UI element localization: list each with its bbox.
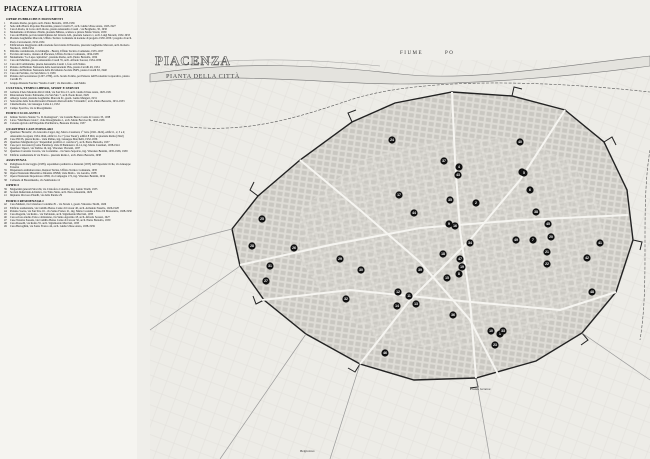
legend-entry-number: 44: [4, 209, 7, 213]
legend-entry-number: 10: [4, 56, 7, 60]
legend-entry-text: Società Industriale Adriatica, via Trino Sinta, arch. Piero Antonzini, 1929: [10, 190, 93, 194]
legend-entry-number: 35: [4, 169, 7, 173]
map-marker-number: 49: [514, 238, 518, 243]
map-marker-number: 2: [475, 201, 477, 206]
map-marker: [262, 277, 269, 284]
map-marker: [520, 169, 527, 176]
legend-entry-text: Albergo Grand, piazzale Guglielmo Marconi 61, geom. Guido Mangeri, 1931: [10, 97, 97, 101]
map-marker: [451, 222, 458, 229]
map-marker-number: 47: [458, 257, 462, 262]
legend-panel: [0, 0, 138, 459]
legend-entry-text: Sede della Banca Popolare Piacentina, piazza Cavalli 27, arch. Giulio Ulisse Arata, 1925-1927: [10, 24, 116, 28]
map-marker: [491, 341, 498, 348]
city-map: [137, 0, 650, 459]
legend-entry-number: 15: [4, 72, 7, 76]
legend-entry-number: 26: [4, 122, 7, 126]
map-marker: [516, 138, 523, 145]
legend-section: [4, 158, 135, 182]
map-marker: [543, 260, 550, 267]
legend-entry-number: 3: [4, 27, 6, 31]
legend-section-title: ASSISTENZA: [6, 158, 27, 163]
legend-entry-number: 45: [4, 212, 7, 216]
legend-entry: [4, 107, 135, 110]
legend-entry-text: Casa ed uso studio d'arte e abitazione, via Santo Agostino 18, arch. Alfredo Soressi, 1927: [10, 215, 110, 219]
legend-entry-text: Galleria d'Arte Moderna Ricci Oddi, via San Siro 13, arch. Giulio Ulisse Arata, 1925-1931: [10, 90, 112, 94]
legend-entry-number: 46: [4, 215, 7, 219]
legend-entry: [4, 194, 135, 197]
map-marker-number: 37: [442, 159, 446, 164]
map-marker: [412, 300, 419, 307]
map-marker: [588, 288, 595, 295]
map-marker-number: 1: [499, 332, 501, 337]
map-marker: [439, 250, 446, 257]
map-marker: [405, 292, 412, 299]
legend-entry: [4, 82, 135, 85]
legend-entry-text: Casa del Balilla, poi Giovanni Italiana del Littorio GIL, piazzale Genova 1, arch. Luigi Moretti, 1932-1933: [10, 34, 130, 38]
legend-entry: [4, 225, 135, 228]
map-marker-number: 38: [534, 210, 538, 215]
map-marker-number: 19: [460, 265, 464, 270]
legend-entry-text: Istituto Tecnico Statale "G. D. Romagnosi", via Castello Busco Conte di Caravo 35, 1938: [10, 115, 111, 119]
legend-entry-text: Palazzo dell'Istituto Nazionale della Previdenza Sociale INPS, piazza Cavalli 63, 1940: [10, 68, 107, 72]
legend-entry-text: Casa Rogerni, via Roma - via Tarbleiale, arch. Sigismondo Marviati, 1935: [10, 212, 94, 216]
map-marker-number: 28: [250, 244, 254, 249]
legend-entry-number: 27: [4, 131, 7, 135]
legend-entry-number: 34: [4, 162, 7, 166]
map-subtitle: PIANTA DELLA CITTÀ: [166, 73, 240, 80]
legend-entry-text: Monumento al Pontiere d'Italia, piazzale Milano, scultore e pittore Mario Sironi, 1939: [10, 31, 107, 35]
legend-entry-number: 13: [4, 65, 7, 69]
legend-entry-number: 33: [4, 153, 7, 157]
legend-entry-number: 47: [4, 219, 7, 223]
map-marker-number: 26: [292, 246, 296, 251]
legend-entry-number: 9: [4, 53, 6, 57]
legend-entry-number: 43: [4, 206, 7, 210]
legend-entry-text: Campo Sportivo, via le Risorgimento: [10, 106, 52, 110]
map-marker: [357, 266, 364, 273]
map-marker: [543, 248, 550, 255]
legend-entry-text: Casa del Soldato, via San Marco 3, 1936: [10, 72, 56, 76]
legend-entry-text: Edificio residenziale, via Camillo Benso Conte di Cavour 40, arch. Armando Nasello, 1926-1928: [10, 206, 119, 210]
map-marker-number: 4: [458, 165, 460, 170]
legend-entry-number: 19: [4, 93, 7, 97]
map-marker-number: 21: [545, 250, 549, 255]
legend-section-title: CULTURA, TEMPO LIBERO, SPORT E SERVIZI: [6, 86, 80, 91]
legend-entry-number: 32: [4, 150, 7, 154]
map-marker-number: 12: [396, 290, 400, 295]
map-marker: [416, 266, 423, 273]
map-marker-number: 35: [448, 198, 452, 203]
legend-section: [4, 86, 135, 110]
legend-entry-text: Magazzini generali Stracchi, via Cristoforo Colombo, ing. Guido Tirelli, 1935: [10, 187, 98, 191]
legend-entry-text: Case INCIS, piazza Roma - viale Pathus, ing. Giuseppe Marchelli, 1932-1936: [10, 137, 98, 141]
legend-entry-text: Opera Nazionale Dopolavoro OND, via Campagna 172, ing. Vincenzo Bernini, 1934: [10, 175, 106, 179]
legend-entry-number: 20: [4, 97, 7, 101]
legend-entry-text: Riforme condutturale, in Ghinaglia - Brenti, Uffizio Tecnico Comunale, 1935-1937: [10, 50, 104, 53]
map-marker-number: 33: [501, 329, 505, 334]
map-marker-number: 9: [448, 222, 450, 227]
legend-entry-text: Sala terme delle Zona Ricreativa Piazzetta Retrodi della "Cittadella", arch. Pietro Berzolla, 1931-1933: [10, 100, 125, 104]
map-marker: [499, 327, 506, 337]
map-marker: [456, 255, 463, 262]
map-marker: [410, 209, 417, 216]
map-marker-number: 23: [493, 343, 497, 348]
legend-entry-text: Casa del Combattente, piazza Alessandro Casali 1, foto arch Tenisa: [10, 62, 86, 66]
legend-entry-text: Gruppo Rionale Fascista "Sandro Conti", via Revestita - stati Malta: [10, 81, 86, 85]
map-marker-number: 42: [585, 256, 589, 261]
map-marker: [395, 191, 402, 198]
river-label: FIUME: [400, 51, 424, 56]
legend-entry-number: 18: [4, 90, 7, 94]
map-marker-number: 15: [445, 276, 449, 281]
legend-section: [4, 111, 135, 125]
map-marker: [458, 263, 465, 270]
map-marker: [544, 220, 551, 227]
legend-entry: [4, 179, 135, 182]
legend-entry-text: Colonia agricola dell'Ospedale Psichiatrico, Bussone Portone, 1937: [10, 122, 86, 126]
legend-entry-number: 21: [4, 100, 7, 104]
legend-sections: [4, 17, 135, 229]
map-marker-number: 39: [418, 268, 422, 273]
legend-entry-number: 2: [4, 24, 6, 28]
legend-entry-text: Edificazione maggiorata della stazione ferroviaria di Piacenza, piazzale Guglielmo Marconi, arch. Roberto Narducci, 1929-1934: [10, 43, 130, 50]
legend-section-title: QUARTIERI CASE POPOLARI: [6, 126, 53, 131]
map-marker-number: 17: [397, 193, 401, 198]
map-marker: [583, 254, 590, 261]
map-marker-number: 18: [441, 252, 445, 257]
legend-entry-text: Piazzale Roma, progetto arch. Pietro Berzolla, 1933-1936: [10, 21, 75, 25]
legend-entry-number: 6: [4, 37, 6, 41]
map-marker: [454, 171, 461, 178]
legend-section-title: OPIFICI: [6, 183, 19, 188]
map-marker: [290, 244, 297, 251]
legend-entry-text: Casa del Mutilato, piazza Alessandro Casali 35, arch. Alfredo Soressi, 1934-1936: [10, 59, 102, 63]
map-marker-number: 31: [268, 264, 272, 269]
map-marker-number: 46: [383, 351, 387, 356]
map-marker: [258, 215, 265, 222]
legend-entry-number: 40: [4, 190, 7, 194]
legend-entry-number: 7: [4, 43, 6, 47]
legend-section: [4, 183, 135, 197]
map-marker: [342, 295, 349, 302]
place-label-piazza: Piazza Genova: [470, 387, 491, 391]
map-marker: [512, 236, 519, 243]
map-marker-number: 20: [549, 235, 553, 240]
map-marker-number: 5: [523, 171, 525, 176]
map-marker-number: 36: [451, 313, 455, 318]
map-marker-number: 7: [532, 238, 534, 243]
legend-entry: [4, 154, 135, 157]
legend-section-title: EDIFICI RESIDENZIALI: [6, 198, 44, 203]
legend-entry-number: 48: [4, 222, 7, 226]
legend-section: [4, 199, 135, 229]
legend-entry-number: 37: [4, 175, 7, 179]
legend-entry-number: 30: [4, 144, 7, 148]
legend-entry-number: 14: [4, 68, 7, 72]
map-marker: [596, 239, 603, 246]
map-canvas: [137, 0, 650, 459]
map-marker: [266, 262, 273, 269]
map-marker: [388, 136, 395, 143]
legend-entry-number: 8: [4, 50, 6, 53]
legend-entry: [4, 122, 135, 125]
legend-entry-text: Casa Barroghini, via Santo Franco 44, arch. Giulio Ulisse Arata, 1938-1939: [10, 225, 95, 229]
legend-entry-number: 42: [4, 203, 7, 207]
legend-entry-text: Case per i lavoratori (Come Fanabioi), viale II Piantaterra 12-14, ing. Mario Cassinari, 1938-1941: [10, 144, 120, 148]
legend-entry-number: 38: [4, 178, 7, 182]
legend-entry-text: Facciata del teatro, ristauro di Piacenza, Uffizio Tecnico Comunale, 1934-1938: [10, 53, 99, 57]
map-marker-number: 14: [395, 304, 399, 309]
place-label-belgioioso: Belgioioso: [300, 449, 315, 453]
map-marker: [547, 233, 554, 240]
map-marker-number: 29: [338, 257, 342, 262]
map-marker: [446, 196, 453, 203]
map-marker-number: 43: [456, 173, 460, 178]
legend-entry-number: 1: [4, 21, 6, 25]
legend-entry-number: 25: [4, 119, 7, 122]
map-marker: [466, 239, 473, 246]
legend-entry-text: Quartiere Corrente Crescio, via Costantino - via Sesto Sepolcro, ing. Vincenzo Bernini, 1935-1936, 1939: [10, 150, 128, 154]
map-title: PIACENZA: [155, 53, 231, 68]
map-marker: [381, 349, 388, 356]
legend-entry-number: 39: [4, 187, 7, 191]
map-marker: [336, 255, 343, 262]
legend-entry-number: 31: [4, 147, 7, 151]
map-marker-number: 45: [546, 222, 550, 227]
legend-entry-text: Cinema Roma, via Giuseppe Calza 41, 1932: [10, 103, 60, 107]
legend-entry-text: Monumento "Le Lupa capitolina", piazzale Roma, arch. Pietro Berzolla, 1934: [10, 56, 98, 60]
legend-entry-number: 28: [4, 137, 7, 141]
map-marker: [472, 199, 479, 206]
map-marker-number: 27: [264, 279, 268, 284]
legend-entry-text: Collaudo di Brossimendo, via Sambalona 12: [10, 178, 61, 182]
legend-title: PIACENZA LITTORIA: [4, 5, 83, 13]
legend-entry-text: Quartiere 'Borsella', via Giacomo Cappi, ing. Marco Cassinari, 1° lotto (1921-1924), edifici 1, 2, 3 e 4; Alessandro Gorgoni, 1934-1944, edifici n. 6 e 7 (case 'Inoui'), edifici 8 illin; su piazzale Roma (1942): [10, 131, 125, 138]
map-marker-number: 48: [590, 290, 594, 295]
legend-entry-text: Palazzo dell'Istituto Nazionale delle Assicurazioni INA, piazza Cavalli 49, 1934: [10, 65, 100, 69]
legend-entry-text: Impianto Idrovoro Pistelli, via delle Paratie 29: [10, 194, 62, 198]
legend-entry-number: 11: [4, 59, 7, 63]
map-marker-number: 41: [598, 241, 602, 246]
legend-entry-number: 5: [4, 34, 6, 38]
map-marker-number: 11: [407, 294, 411, 299]
map-marker: [455, 270, 462, 277]
legend-entry-number: 12: [4, 62, 7, 66]
legend-entry-text: Piazzale Guglielmo Marconi, Uffizio Tecnico Comunale in nazione di progetto 1930-1936 / progetto di arch. Paolo Caravenezzi, 1932-1934: [10, 37, 132, 44]
legend-section-title: EDIFICI SCOLASTICI: [6, 111, 40, 116]
legend-entry-text: Quartiere Margherita (ex "dispendiari prolifici e i conclave"), arch. Pietro Berzolla, 1937: [10, 140, 110, 144]
map-marker-number: 13: [414, 302, 418, 307]
legend-entry-text: Palazzo Sozzo, via San Siro 16 - via Santo Franco 21, ing. Mario Costante e Enzo Di Massarutto, 1928-1930: [10, 209, 132, 213]
map-marker: [532, 208, 539, 215]
map-marker: [526, 186, 533, 193]
legend-entry-number: 49: [4, 225, 7, 229]
map-marker-number: 8: [458, 272, 460, 277]
legend-entry-text: Casa Rosselli, via Roma 35, arch. Sigismondo Marviati, 1933: [10, 222, 80, 226]
map-marker: [449, 311, 456, 318]
legend-entry-text: Case Taverna Sassale, via Camillo Benso Conte di Cavour 56, arch. Pietro Berzolla, 1930: [10, 219, 111, 223]
map-marker-number: 32: [344, 297, 348, 302]
map-marker-number: 24: [390, 138, 394, 143]
map-marker-number: 6: [529, 188, 531, 193]
map-marker: [393, 302, 400, 309]
legend-entry-text: Liceo "Melchiorre Gioia", viale Risorgimento 1, arch. Mario Bacciocchi, 1933-1936: [10, 119, 105, 122]
legend-entry-number: 41: [4, 194, 7, 198]
legend-entry-text: Casa Malteni, via Cristoforo Colombo 81 - via Strada 1, geom. Vincenzo Tirelli, 1926: [10, 203, 107, 207]
map-marker: [440, 157, 447, 164]
legend-entry-number: 17: [4, 81, 7, 85]
map-marker: [529, 236, 536, 243]
legend-section-title: OPERE PUBBLICHE E MONUMENTI: [6, 17, 64, 21]
map-marker: [394, 288, 401, 295]
legend-entry-text: Padiglione di slaccaggio (1938), ospedaliera pediatrica e Ronarui (1935) dell'Ospedale Civile, via Giuseppe Taverna: [10, 162, 131, 169]
map-marker-number: 16: [453, 224, 457, 229]
map-marker-number: 34: [468, 241, 472, 246]
legend-entry-text: Casa Littoria, in Corso del Littorio, piazza Alessandro Casali - via Borghetto, 30, 1930: [10, 27, 107, 31]
legend-entry-number: 16: [4, 75, 7, 79]
map-marker: [487, 327, 494, 334]
legend-entry-text: Edificio residenziale di via Franco - piazzale Roma 1, arch. Pietro Berzolla, 1938: [10, 153, 101, 157]
map-marker: [443, 274, 450, 281]
legend-entry-number: 36: [4, 172, 7, 176]
legend-section: [4, 127, 135, 157]
legend-entry-number: 29: [4, 140, 7, 144]
legend-entry-number: 23: [4, 106, 7, 110]
legend-entry-number: 4: [4, 31, 6, 35]
legend-section: [4, 17, 135, 85]
legend-entry-number: 22: [4, 103, 7, 107]
map-marker: [455, 163, 462, 170]
map-marker-number: 30: [359, 268, 363, 273]
map-marker: [248, 242, 255, 249]
map-marker-number: 40: [518, 140, 522, 145]
legend-entry-text: Palazzo del Governatore (1297-1789), arch. Jacaris Tomba, per Palazzo dell'Economia Corporativa, piazza Cavalli 35: [10, 75, 130, 82]
map-marker-number: 44: [412, 211, 416, 216]
legend-entry-text: Dispensario antitubercolare, Rentosi Tavina, Uffizio Tecnico Comunale, 1935: [10, 169, 98, 173]
map-marker-number: 10: [489, 329, 493, 334]
legend-entry-number: 24: [4, 115, 7, 119]
legend-entry-text: Ristorazione Teatro Politeama, via San Siro 7, arch. Paolo Rossi, 1929: [10, 93, 89, 97]
legend-entry-text: Opera Nazionale Maternità e Infanzia ONMI, viale Malta - via Gerollo, 1938: [10, 172, 97, 176]
map-marker-number: 25: [260, 217, 264, 222]
map-marker-number: 22: [545, 262, 549, 267]
river-label-po: PO: [445, 51, 455, 56]
legend-entry-text: Quartiere 'Opera', via Turlina 16, ing. Vincenzo Vincenti, 1937: [10, 147, 81, 151]
